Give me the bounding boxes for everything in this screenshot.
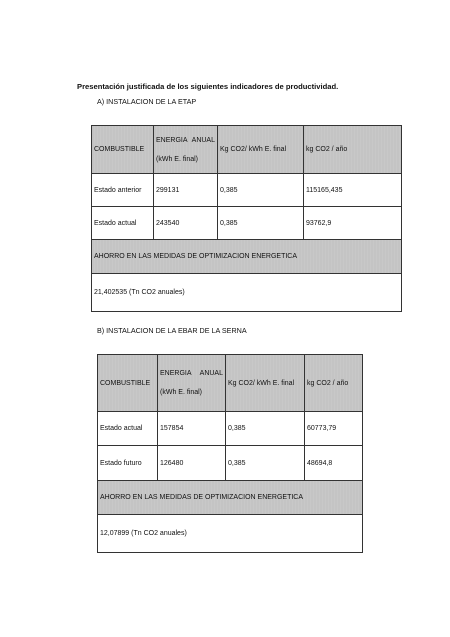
savings-value-row (92, 274, 402, 312)
document-heading: Presentación justificada de los siguientes indicadores de productividad. (77, 82, 339, 91)
header-energia-word2: ANUAL (199, 370, 223, 377)
savings-label: AHORRO EN LAS MEDIDAS DE OPTIMIZACION ENERGETICA (98, 481, 363, 515)
table-row (98, 446, 363, 481)
header-factor: Kg CO2/ kWh E. final (218, 126, 304, 174)
row-co2: 60773,79 (305, 412, 363, 446)
savings-value: 12,07899 (Tn CO2 anuales) (98, 515, 363, 553)
savings-label-row (92, 240, 402, 274)
table-header-row (98, 355, 363, 412)
section-a-title: A) INSTALACION DE LA ETAP (97, 97, 197, 106)
header-energia-word2: ANUAL (191, 136, 215, 144)
row-factor: 0,385 (218, 174, 304, 207)
row-co2: 48694,8 (305, 446, 363, 481)
row-label: Estado anterior (92, 174, 154, 207)
table-header-row (92, 126, 402, 174)
header-combustible: COMBUSTIBLE (98, 355, 158, 412)
header-energia-anual (154, 126, 218, 174)
savings-label: AHORRO EN LAS MEDIDAS DE OPTIMIZACION ENERGETICA (92, 240, 402, 274)
table-row (98, 412, 363, 446)
header-co2-year: kg CO2 / año (305, 355, 363, 412)
row-label: Estado futuro (98, 446, 158, 481)
header-energia-anual (158, 355, 226, 412)
row-co2: 115165,435 (304, 174, 402, 207)
header-factor: Kg CO2/ kWh E. final (226, 355, 305, 412)
table-row (92, 207, 402, 240)
row-label: Estado actual (98, 412, 158, 446)
row-factor: 0,385 (218, 207, 304, 240)
section-b-title: B) INSTALACION DE LA EBAR DE LA SERNA (97, 326, 247, 335)
header-energia-word1: ENERGIA (160, 370, 192, 377)
row-factor: 0,385 (226, 412, 305, 446)
savings-value-row (98, 515, 363, 553)
header-combustible: COMBUSTIBLE (92, 126, 154, 174)
table-ebar-serna (97, 354, 363, 553)
row-energy: 243540 (154, 207, 218, 240)
row-energy: 126480 (158, 446, 226, 481)
row-energy: 157854 (158, 412, 226, 446)
row-label: Estado actual (92, 207, 154, 240)
table-etap (91, 125, 402, 312)
row-factor: 0,385 (226, 446, 305, 481)
row-energy: 299131 (154, 174, 218, 207)
header-energia-word1: ENERGIA (156, 136, 188, 144)
header-co2-year: kg CO2 / año (304, 126, 402, 174)
header-energia-unit: (kWh E. final) (156, 155, 199, 163)
table-row (92, 174, 402, 207)
header-energia-unit: (kWh E. final) (160, 389, 203, 396)
row-co2: 93762,9 (304, 207, 402, 240)
savings-value: 21,402535 (Tn CO2 anuales) (92, 274, 402, 312)
savings-label-row (98, 481, 363, 515)
